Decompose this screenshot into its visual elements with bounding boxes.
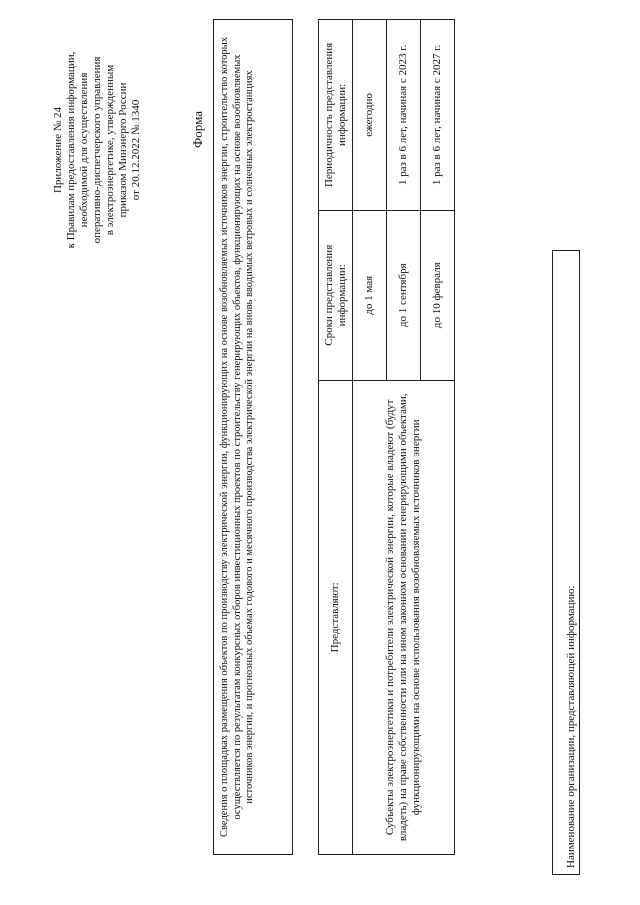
document-title: Сведения о площадках размещения объектов по производству электрической энергии, функционирующих на основе возобновляемых источников энергии, строительство которых осуществляется по результатам конкурсных отборов инвестиционных проектов по строительству генерирующих объектов, функционирующих на основе возобновляемых источников энергии, и прогнозных объемах годового и месячного производства электрической энергии на вновь вводимых ветровых и солнечных электростанциях (213, 19, 293, 855)
header-deadline: Сроки представления информации: (319, 210, 353, 380)
table-row (353, 20, 387, 855)
organization-name-field (552, 250, 580, 875)
table-header-row (319, 20, 353, 855)
organization-name-label: Наименование организации, представляющей информацию: (565, 585, 577, 868)
period-cell: 1 раз в 6 лет, начиная с 2023 г. (387, 20, 421, 211)
deadline-cell: до 1 сентября (387, 210, 421, 380)
header-submitters: Представляют: (319, 380, 353, 854)
appendix-line: оперативно-диспетчерского управления (91, 56, 103, 244)
deadline-cell: до 1 мая (353, 210, 387, 380)
appendix-line: необходимой для осуществления (78, 72, 90, 228)
deadline-cell: до 10 февраля (421, 210, 455, 380)
header-period: Периодичность представления информации: (319, 20, 353, 211)
appendix-line: к Правилам предоставления информации, (65, 51, 77, 249)
appendix-header (52, 15, 143, 285)
submission-table (318, 19, 455, 855)
appendix-line: Приложение № 24 (52, 106, 64, 194)
appendix-line: от 20.12.2022 № 1340 (130, 99, 142, 201)
period-cell: ежегодно (353, 20, 387, 211)
period-cell: 1 раз в 6 лет, начиная с 2027 г. (421, 20, 455, 211)
form-label: Форма (190, 111, 205, 148)
appendix-line: в электроэнергетике, утвержденным (104, 64, 116, 236)
appendix-line: приказом Минэнерго России (117, 82, 129, 218)
submitters-cell: Субъекты электроэнергетики и потребители электрической энергии, которые владеют (будут владеть) на праве собственности или на ином законном основании генерирующими объектами, функционирующими на основе использования возобновляемых источников энергии (353, 380, 455, 854)
